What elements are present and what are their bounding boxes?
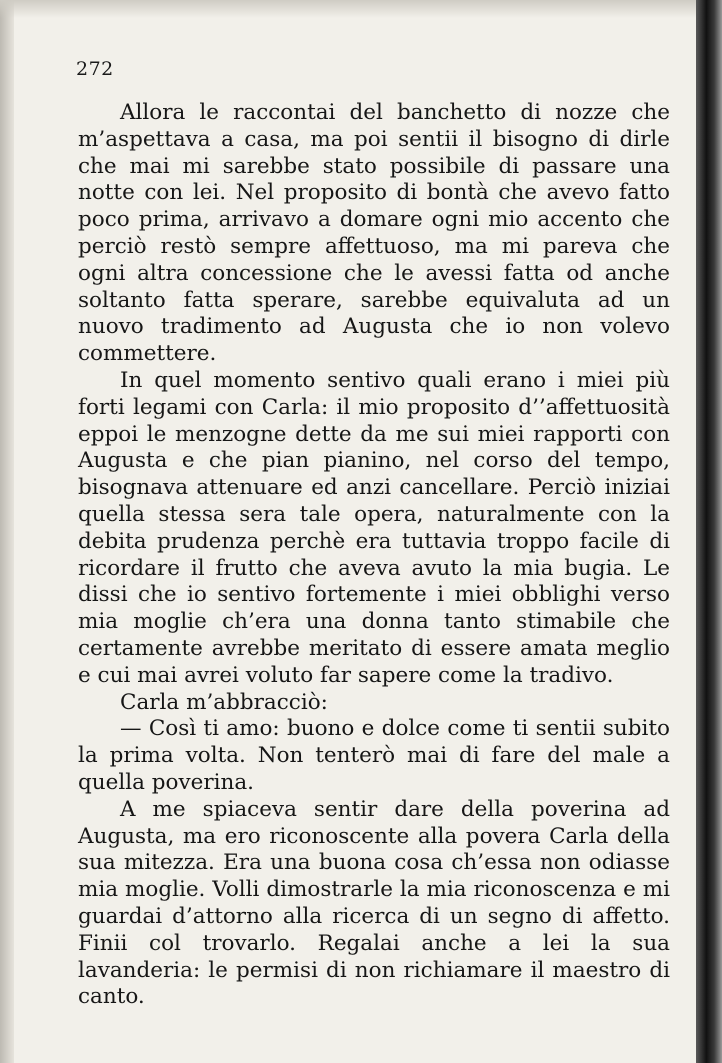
book-edge xyxy=(696,0,722,1063)
page-number: 272 xyxy=(76,58,114,80)
page-top-shadow xyxy=(0,0,700,18)
paragraph: Carla m’abbracciò: xyxy=(120,689,328,715)
paragraph: Allora le raccontai del banchetto di nozze che m’aspettava a casa, ma poi sentii il bisogno di dirle che mai mi sarebbe stato possibile di passare una notte con lei. Nel proposito di bontà che avevo fatto poco prima, arrivavo a domare ogni mio accento che perciò restò sempre affettuoso, ma mi pareva che ogni altra concessione che le avessi fatta od anche soltanto fatta sperare, sarebbe equivaluta ad un nuovo tradimento ad Augusta che io non volevo commettere. xyxy=(78,100,670,367)
body-text xyxy=(78,100,670,1011)
paragraph: A me spiaceva sentir dare della poverina ad Augusta, ma ero riconoscente alla povera Carla della sua mitezza. Era una buona cosa ch’essa non odiasse mia moglie. Volli dimostrarle la mia riconoscenza e mi guardai d’attorno alla ricerca di un segno di affetto. Finii col trovarlo. Regalai anche a lei la sua lavanderia: le permisi di non richiamare il maestro di canto. xyxy=(78,796,670,1010)
page-gutter xyxy=(0,0,14,1063)
paragraph: In quel momento sentivo quali erano i miei più forti legami con Carla: il mio proposito d’’affettuosità eppoi le menzogne dette da me sui miei rapporti con Augusta e che pian pianino, nel corso del tempo, bisognava attenuare ed anzi cancellare. Perciò iniziai quella stessa sera tale opera, naturalmente con la debita prudenza perchè era tuttavia troppo facile di ricordare il frutto che aveva avuto la mia bugia. Le dissi che io sentivo fortemente i miei obblighi verso mia moglie ch’era una donna tanto stimabile che certamente avrebbe meritato di essere amata meglio e cui mai avrei voluto far sapere come la tradivo. xyxy=(78,367,670,688)
paragraph: — Così ti amo: buono e dolce come ti sentii subito la prima volta. Non tenterò mai di fare del male a quella poverina. xyxy=(78,716,670,795)
